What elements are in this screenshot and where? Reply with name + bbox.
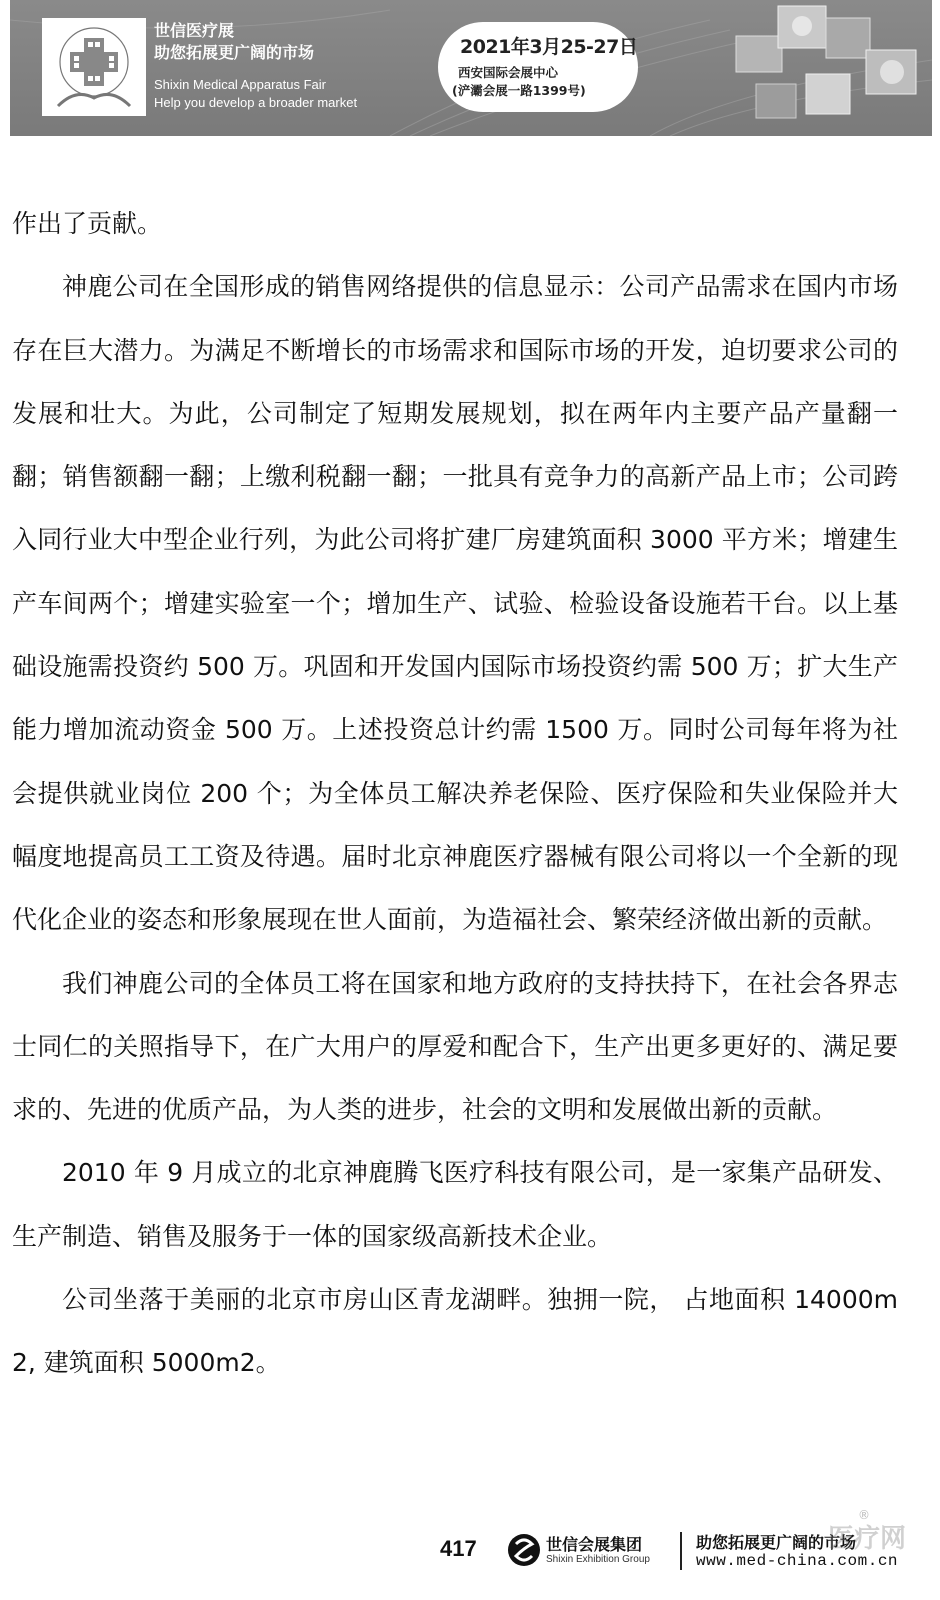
- footer-divider: [680, 1532, 682, 1570]
- event-info-badge: [438, 22, 638, 112]
- footer-slogan: 助您拓展更广阔的市场: [696, 1533, 857, 1552]
- fair-logo: [42, 18, 146, 116]
- paragraph: 我们神鹿公司的全体员工将在国家和地方政府的支持扶持下，在社会各界志士同仁的关照指导下，在广大用户的厚爱和配合下，生产出更多更好的、满足要求的、先进的优质产品，为人类的进步，社会的文明和发展做出新的贡献。: [12, 968, 898, 1125]
- paragraph: 2010 年 9 月成立的北京神鹿腾飞医疗科技有限公司，是一家集产品研发、生产制造、销售及服务于一体的国家级高新技术企业。: [12, 1158, 898, 1251]
- article-body: [12, 192, 898, 1395]
- event-address: (浐灞会展一路1399号): [452, 83, 586, 98]
- group-name-en: Shixin Exhibition Group: [546, 1554, 650, 1565]
- page-footer: [0, 1508, 940, 1600]
- medical-devices-image: [716, 0, 932, 136]
- paragraph: 神鹿公司在全国形成的销售网络提供的信息显示：公司产品需求在国内市场存在巨大潜力。为满足不断增长的市场需求和国际市场的开发，迫切要求公司的发展和壮大。为此，公司制定了短期发展规划，拟在两年内主要产品产量翻一翻；销售额翻一翻；上缴利税翻一翻；一批具有竞争力的高新产品上市；公司跨入同行业大中型企业行列，为此公司将扩建厂房建筑面积 3000 平方米；增建生产车间两个；增建实验室一个；增加生产、试验、检验设备设施若干台。以上基础设施需投资约 500 万。巩固和开发国内国际市场投资约需 500 万；扩大生产能力增加流动资金 500 万。上述投资总计约需 1500 万。同时公司每年将为社会提供就业岗位 200 个；为全体员工解决养老保险、医疗保险和失业保险并大幅度地提高员工工资及待遇。届时北京神鹿医疗器械有限公司将以一个全新的现代化企业的姿态和形象展现在世人面前，为造福社会、繁荣经济做出新的贡献。: [12, 272, 898, 935]
- event-venue: 西安国际会展中心: [458, 65, 559, 80]
- shixin-group-logo-icon: [506, 1532, 542, 1568]
- fair-title-cn: 世信医疗展: [154, 21, 235, 40]
- watermark: 医疗网: [828, 1524, 907, 1554]
- page-number: 417: [440, 1536, 477, 1561]
- paragraph: 公司坐落于美丽的北京市房山区青龙湖畔。独拥一院， 占地面积 14000m2, 建筑面积 5000m2。: [12, 1285, 898, 1378]
- paragraph: 作出了贡献。: [12, 209, 163, 238]
- fair-title-en: Shixin Medical Apparatus Fair: [154, 77, 326, 92]
- registered-mark: ®: [858, 1508, 870, 1522]
- fair-slogan-cn: 助您拓展更广阔的市场: [154, 43, 315, 62]
- group-name: 世信会展集团: [546, 1535, 643, 1554]
- header-banner: [10, 0, 932, 136]
- website-url: www.med-china.com.cn: [696, 1552, 899, 1570]
- event-date: 2021年3月25-27日: [460, 36, 638, 58]
- fair-slogan-en: Help you develop a broader market: [154, 95, 358, 110]
- medical-cross-logo-icon: [42, 18, 146, 116]
